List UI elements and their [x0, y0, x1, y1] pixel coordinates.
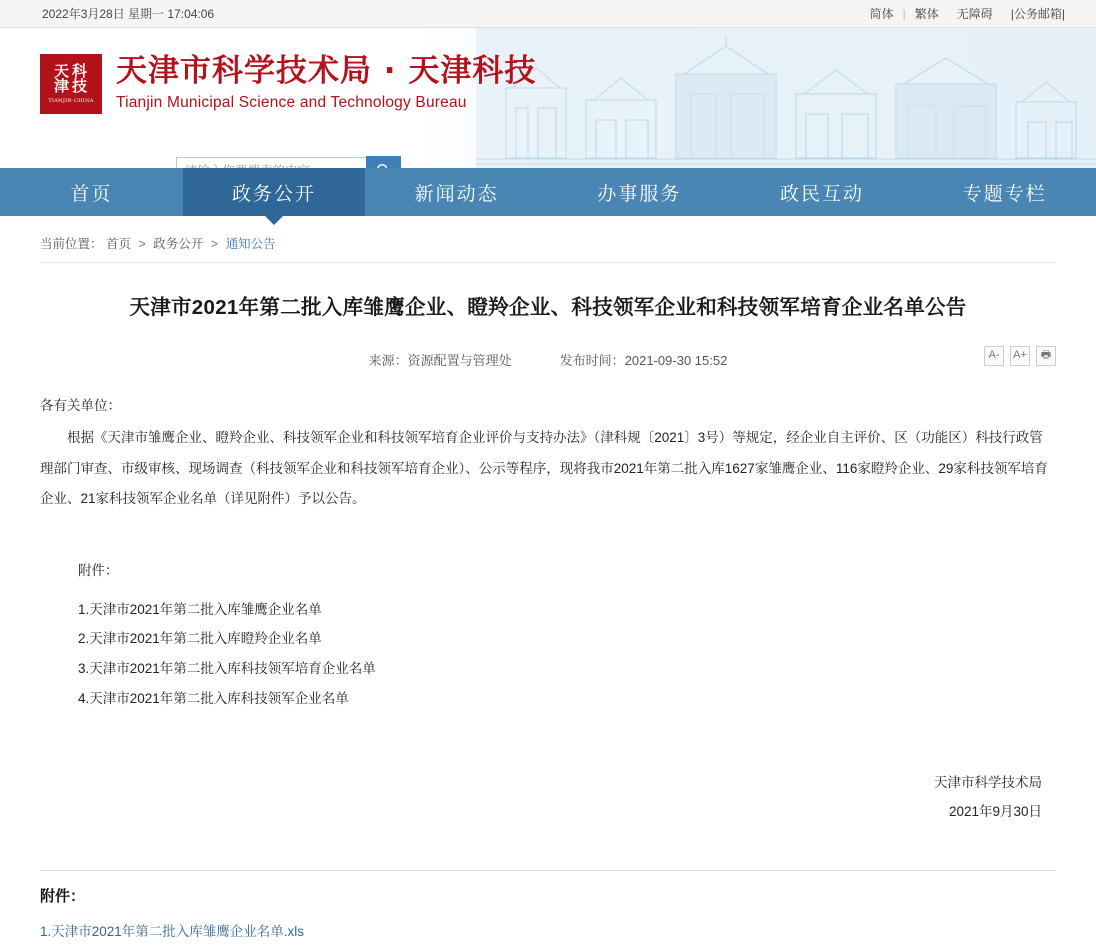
nav-label-special-columns: 专题专栏	[962, 183, 1047, 205]
site-title-en: Tianjin Municipal Science and Technology Bureau	[116, 93, 467, 111]
font-smaller-button[interactable]	[984, 346, 1004, 366]
seal-char-4: 技	[72, 77, 89, 96]
article-attachment-item-3: 3.天津市2021年第二批入库科技领军培育企业名单	[78, 661, 376, 676]
article-attachment-item-4: 4.天津市2021年第二批入库科技领军企业名单	[78, 690, 349, 706]
print-button[interactable]	[1036, 346, 1056, 366]
article-source-value: 资源配置与管理处	[407, 352, 512, 368]
article-attachment-list	[40, 556, 1056, 713]
nav-label-news: 新闻动态	[414, 183, 499, 205]
nav-label-services: 办事服务	[597, 183, 682, 205]
article-publish-value: 2021-09-30 15:52	[624, 352, 728, 368]
official-mail-link[interactable]: |公务邮箱|	[1010, 7, 1065, 21]
site-logo[interactable]	[40, 54, 536, 114]
breadcrumb-item-government-disclosure[interactable]: 政务公开	[153, 237, 204, 251]
article-tools	[984, 346, 1056, 366]
article-source	[369, 350, 512, 369]
article-signoff	[40, 769, 1056, 826]
site-search[interactable]	[176, 156, 401, 168]
top-utility-bar	[0, 0, 1096, 28]
search-input[interactable]	[176, 157, 366, 168]
signoff-organization: 天津市科学技术局	[934, 775, 1042, 791]
seal-english-text: TIANJIN·CHINA	[48, 98, 94, 105]
article-attachment-item-1: 1.天津市2021年第二批入库雏鹰企业名单	[78, 601, 322, 617]
seal-char-1: 天	[53, 61, 70, 80]
seal-char-3: 津	[53, 77, 70, 96]
nav-item-government-disclosure[interactable]	[183, 168, 366, 216]
article-title: 天津市2021年第二批入库雏鹰企业、瞪羚企业、科技领军企业和科技领军培育企业名单公告	[129, 296, 967, 319]
article-source-label: 来源：	[368, 352, 408, 368]
font-smaller-icon: A-	[988, 349, 1000, 362]
current-datetime: 2022年3月28日 星期一 17:04:06	[42, 7, 215, 21]
attachment-download-link-1[interactable]: 1.天津市2021年第二批入库雏鹰企业名单.xls	[40, 924, 305, 940]
search-button[interactable]	[366, 156, 401, 168]
seal-char-2: 科	[72, 61, 89, 80]
article-publish-time	[560, 350, 728, 369]
nav-item-news[interactable]	[365, 168, 548, 216]
nav-label-interaction: 政民互动	[780, 183, 865, 205]
article-attachment-item-2: 2.天津市2021年第二批入库瞪羚企业名单	[78, 631, 322, 647]
lang-traditional-link[interactable]: 繁体	[914, 7, 939, 21]
article-paragraph-main: 根据《天津市雏鹰企业、瞪羚企业、科技领军企业和科技领军培育企业评价与支持办法》（津科规〔2021〕3号）等规定，经企业自主评价、区（功能区）科技行政管理部门审查、市级审核、现场调查（科技领军企业和科技领军培育企业）、公示等程序，现将我市2021年第二批入库1627家雏鹰企业、116家瞪羚企业、29家科技领军培育企业、21家科技领军企业名单（详见附件）予以公告。	[40, 430, 1048, 506]
signoff-date: 2021年9月30日	[948, 803, 1042, 819]
font-larger-icon: A+	[1013, 349, 1027, 362]
nav-label-government-disclosure: 政务公开	[232, 183, 317, 205]
bureau-seal-icon	[40, 54, 102, 114]
content-area	[0, 216, 1096, 945]
article-body	[40, 391, 1056, 826]
attachment-download-section	[40, 870, 1056, 945]
topbar-divider-1: |	[902, 6, 906, 21]
main-navigation	[0, 168, 1096, 216]
nav-item-interaction[interactable]	[731, 168, 914, 216]
article-paragraph-salutation: 各有关单位：	[40, 397, 121, 413]
logo-text-block	[116, 54, 536, 112]
topbar-left	[42, 5, 214, 22]
breadcrumb-prefix: 当前位置：	[40, 237, 103, 251]
banner-architecture-illustration	[476, 28, 1096, 168]
article	[40, 262, 1056, 945]
breadcrumb	[40, 216, 1056, 262]
nav-item-home[interactable]	[0, 168, 183, 216]
printer-icon: 🖶	[1040, 349, 1052, 362]
breadcrumb-separator-2: >	[210, 237, 219, 251]
article-meta	[40, 350, 1056, 369]
nav-item-services[interactable]	[548, 168, 731, 216]
site-title-cn: 天津市科学技术局 · 天津科技	[116, 53, 537, 89]
breadcrumb-item-notices[interactable]: 通知公告	[225, 237, 276, 251]
article-publish-label: 发布时间：	[559, 352, 625, 368]
breadcrumb-separator-1: >	[138, 237, 146, 251]
attachment-download-title: 附件：	[40, 888, 86, 906]
lang-simplified-link[interactable]: 简体	[869, 7, 894, 21]
nav-item-special-columns[interactable]	[913, 168, 1096, 216]
topbar-right	[861, 5, 1074, 22]
accessibility-link[interactable]: 无障碍	[956, 7, 993, 21]
breadcrumb-item-home[interactable]: 首页	[106, 237, 132, 251]
site-banner	[0, 28, 1096, 168]
article-attachment-label: 附件：	[78, 563, 119, 579]
nav-label-home: 首页	[70, 183, 113, 205]
font-larger-button[interactable]	[1010, 346, 1030, 366]
